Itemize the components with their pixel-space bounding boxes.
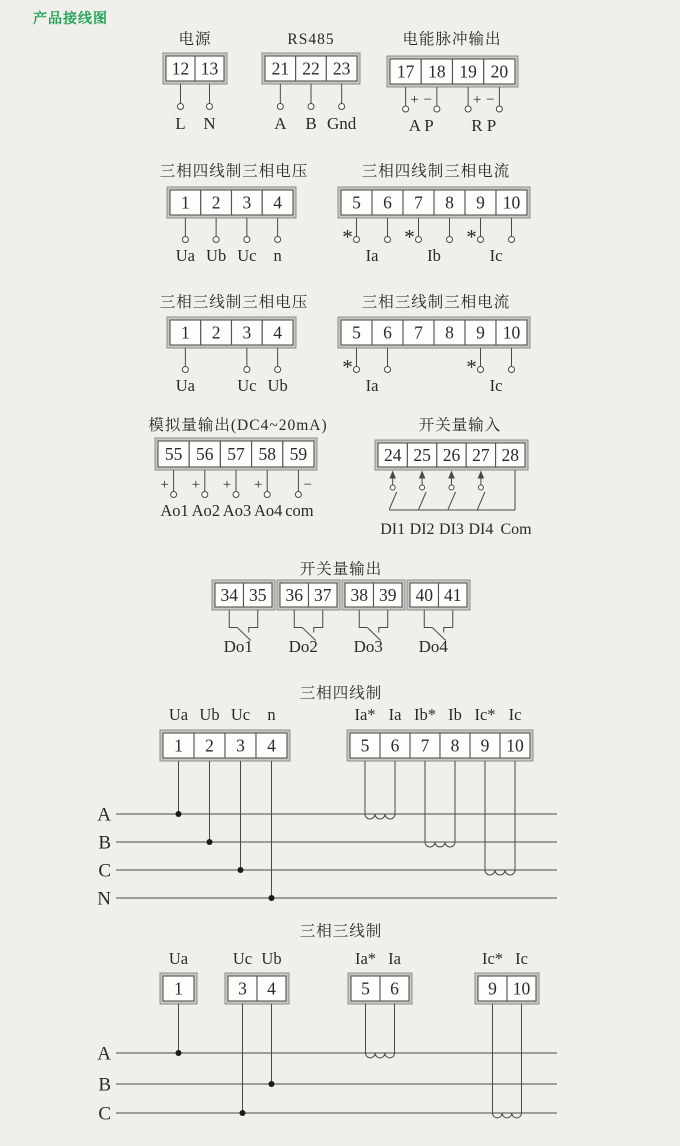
terminal-top-label: Uc [230,705,251,724]
polarity-sign: − [423,92,433,108]
wire-end-circle [354,367,360,373]
terminal-number: 5 [352,322,361,343]
terminal-top-label: Ia [388,949,401,968]
wire-label: R P [471,116,497,135]
polarity-sign: + [222,477,232,493]
diagram-title-three-wire: 三相三线制 [299,923,383,940]
wire-label: Do3 [353,637,383,656]
wire-label: Ia [365,246,379,265]
wire-label: Ic [489,246,503,265]
wire-label: Ua [175,376,195,395]
wire-end-circle [182,367,188,373]
wire-end-circle [244,367,250,373]
terminal-top-label: Ib [448,705,462,724]
terminal-number: 58 [258,444,276,465]
wire-end-circle [509,367,515,373]
arrow-up-icon [389,471,396,479]
ct-coil [366,1053,395,1058]
phase-label: C [98,1103,111,1125]
terminal-number: 22 [302,58,320,79]
terminal-number: 27 [472,445,490,466]
polarity-sign: − [303,477,313,493]
terminal-number: 9 [480,735,490,756]
wire-label: Uc [237,376,257,395]
polarity-asterisk: * [404,225,415,249]
wire-end-circle [182,237,188,243]
terminal-number: 4 [273,322,282,343]
terminal-number: 4 [267,978,276,999]
wire-end-circle [275,237,281,243]
polarity-asterisk: * [342,355,353,379]
wire-label: Gnd [327,114,357,133]
wire-label: B [305,114,317,133]
section-title-current-4wire: 三相四线制三相电流 [361,163,511,180]
wire-label: Ua [175,246,195,265]
section-title-power: 电源 [178,31,212,48]
terminal-number: 6 [390,735,400,756]
wire-label: Do1 [223,637,253,656]
terminal-top-label: n [267,705,276,724]
wire-end-circle [295,492,301,498]
terminal-top-label: Ic* [481,949,504,968]
ct-coil [365,814,395,819]
terminal-number: 35 [249,585,267,606]
polarity-asterisk: * [466,225,477,249]
terminal-number: 3 [242,322,252,343]
phase-label: N [97,888,111,910]
wire-end-circle [178,104,184,110]
phase-label: C [98,860,111,882]
switch-blade [448,492,456,510]
phase-label: A [97,804,111,826]
terminal-number: 8 [450,735,460,756]
wire-end-circle [416,237,422,243]
terminal-number: 41 [444,585,462,606]
terminal-number: 3 [236,735,245,756]
wire-end-circle [277,104,283,110]
wire-label: Ia [365,376,379,395]
terminal-number: 10 [512,978,531,999]
wire-label: com [285,501,314,520]
terminal-number: 38 [350,585,368,606]
terminal-number: 7 [414,192,423,213]
terminal-number: 8 [445,192,454,213]
terminal-number: 20 [490,61,509,82]
switch-blade [419,492,427,510]
terminal-top-label: Ub [261,949,282,968]
wire-label: DI1 [380,521,406,538]
ct-coil [493,1113,522,1118]
terminal-top-label: Uc [232,949,253,968]
terminal-number: 3 [242,192,252,213]
section-title-voltage-3wire: 三相三线制三相电压 [159,294,309,311]
wire-end-circle [202,492,208,498]
terminal-top-label: Ic [515,949,528,968]
wire-label: Ao1 [160,501,189,520]
terminal-number: 23 [332,58,351,79]
wire-label: Ub [206,246,227,265]
wire-end-circle [385,237,391,243]
wire-end-circle [385,367,391,373]
wire-label: Com [500,521,532,538]
ct-coil [425,842,455,847]
terminal-number: 36 [285,585,303,606]
terminal-number: 10 [502,322,521,343]
terminal-number: 1 [181,192,190,213]
terminal-number: 1 [174,735,183,756]
terminal-number: 6 [383,322,392,343]
wire-end-circle [420,485,425,490]
terminal-top-label: Ib* [414,705,436,724]
junction-dot [176,811,182,817]
polarity-sign: + [410,92,419,108]
polarity-sign: + [472,92,482,108]
terminal-number: 6 [390,978,399,999]
section-title-current-3wire: 三相三线制三相电流 [361,294,511,311]
polarity-sign: + [191,477,201,493]
terminal-top-label: Ia [388,705,402,724]
wire-label: Uc [237,246,257,265]
terminal-number: 26 [442,445,461,466]
terminal-number: 6 [383,192,392,213]
terminal-number: 9 [476,192,485,213]
terminal-number: 59 [289,444,308,465]
wire-end-circle [465,106,471,112]
wire-end-circle [447,237,453,243]
junction-dot [207,839,213,845]
section-title-digital-out: 开关量输出 [299,561,383,578]
wire-label: Ao3 [222,501,252,520]
terminal-number: 25 [413,445,431,466]
terminal-number: 9 [476,322,485,343]
polarity-sign: + [160,477,169,493]
junction-dot [269,895,275,901]
terminal-number: 10 [506,735,524,756]
wire-label: L [175,114,186,133]
terminal-number: 4 [267,735,276,756]
wire-end-circle [339,104,345,110]
wire-end-circle [478,237,484,243]
junction-dot [238,867,244,873]
wire-end-circle [264,492,270,498]
wire-end-circle [171,492,177,498]
junction-dot [240,1110,246,1116]
terminal-number: 55 [164,444,183,465]
terminal-number: 24 [383,445,402,466]
terminal-number: 57 [227,444,245,465]
arrow-up-icon [419,471,426,479]
terminal-number: 19 [459,61,477,82]
terminal-top-label: Ia* [354,705,376,724]
section-title-analog-out: 模拟量输出(DC4~20mA) [148,417,328,434]
wire-label: Ib [427,246,441,265]
section-title-rs485: RS485 [287,31,335,48]
arrow-up-icon [478,471,485,479]
wire-label: A P [408,116,434,135]
terminal-number: 8 [445,322,454,343]
wire-end-circle [275,367,281,373]
terminal-number: 17 [396,61,415,82]
section-title-voltage-4wire: 三相四线制三相电压 [159,163,309,180]
terminal-number: 10 [502,192,521,213]
terminal-number: 7 [420,735,430,756]
terminal-top-label: Ia* [354,949,377,968]
relay-contact [379,610,388,633]
wire-label: N [203,114,216,133]
wire-label: Ic [489,376,503,395]
terminal-number: 3 [238,978,247,999]
wire-end-circle [434,106,440,112]
wire-label: Do4 [418,637,448,656]
relay-contact [359,610,367,628]
terminal-top-label: Ic* [474,705,496,724]
wire-label: DI2 [409,521,435,538]
wire-end-circle [496,106,502,112]
terminal-number: 56 [196,444,214,465]
ct-coil [485,870,515,875]
junction-dot [176,1050,182,1056]
polarity-sign: + [253,477,263,493]
terminal-top-label: Ic [508,705,522,724]
terminal-number: 34 [220,585,238,606]
wire-label: Ao2 [191,501,221,520]
relay-contact [249,610,258,633]
wire-label: A [274,114,287,133]
wire-end-circle [354,237,360,243]
wire-label: Do2 [288,637,318,656]
wire-end-circle [308,104,314,110]
terminal-number: 2 [205,735,214,756]
wire-label: DI4 [468,521,494,538]
wire-end-circle [449,485,454,490]
phase-label: B [98,832,111,854]
wire-end-circle [478,485,483,490]
terminal-number: 5 [360,735,370,756]
wire-end-circle [509,237,515,243]
terminal-number: 5 [352,192,361,213]
terminal-number: 37 [314,585,332,606]
terminal-number: 39 [379,585,397,606]
wire-end-circle [390,485,395,490]
terminal-number: 4 [273,192,282,213]
wire-end-circle [213,237,219,243]
phase-label: A [97,1043,111,1065]
wire-label: DI3 [439,521,464,538]
terminal-number: 13 [200,58,219,79]
terminal-number: 1 [174,978,183,999]
diagram-title-four-wire: 三相四线制 [299,685,383,702]
polarity-asterisk: * [342,225,353,249]
polarity-asterisk: * [466,355,477,379]
terminal-number: 18 [428,61,446,82]
relay-contact [444,610,453,633]
section-title-energy-pulse: 电能脉冲输出 [402,31,502,48]
terminal-number: 12 [171,58,190,79]
wire-label: Ub [267,376,288,395]
page-title: 产品接线图 [33,10,108,26]
relay-contact [229,610,237,628]
wire-label: Ao4 [253,501,283,520]
terminal-top-label: Ub [199,705,220,724]
relay-contact [314,610,323,633]
relay-contact [294,610,302,628]
terminal-number: 5 [361,978,370,999]
polarity-sign: − [486,92,495,108]
terminal-number: 1 [181,322,190,343]
terminal-number: 9 [488,978,497,999]
terminal-number: 2 [211,322,221,343]
section-title-digital-in: 开关量输入 [418,417,502,434]
wire-end-circle [207,104,213,110]
wire-end-circle [403,106,409,112]
relay-contact [424,610,432,628]
terminal-number: 21 [271,58,290,79]
wire-end-circle [233,492,239,498]
switch-blade [477,492,485,510]
wire-end-circle [478,367,484,373]
junction-dot [269,1081,275,1087]
switch-blade [389,492,397,510]
wire-label: n [273,246,282,265]
terminal-number: 2 [211,192,221,213]
terminal-top-label: Ua [168,705,189,724]
phase-label: B [98,1074,111,1096]
wire-end-circle [244,237,250,243]
terminal-top-label: Ua [168,949,189,968]
terminal-number: 40 [415,585,433,606]
arrow-up-icon [448,471,455,479]
terminal-number: 28 [501,445,520,466]
terminal-number: 7 [414,322,423,343]
